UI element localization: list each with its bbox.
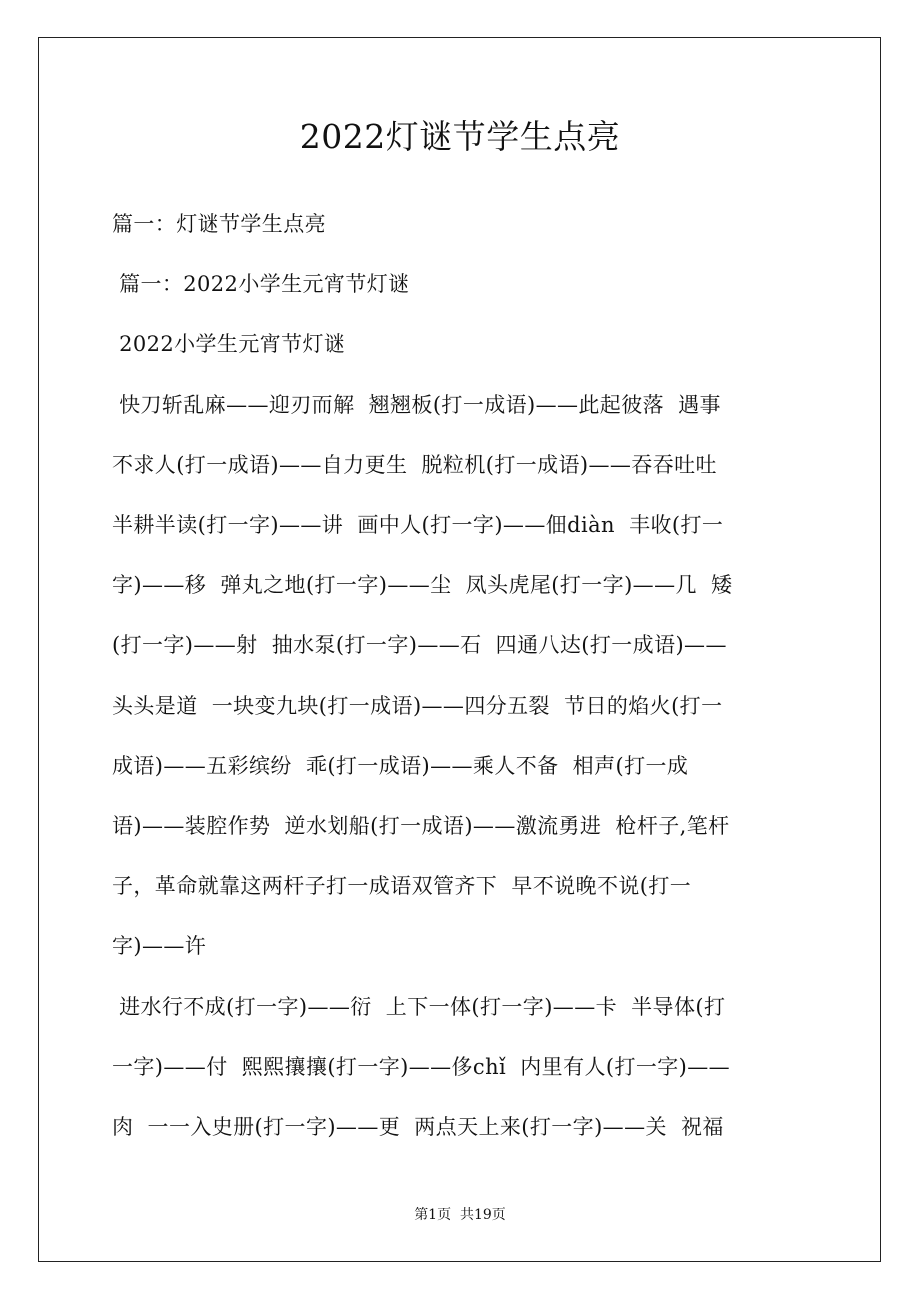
body-line: 2022小学生元宵节灯谜	[112, 332, 346, 357]
body-line: 成语)——五彩缤纷 乖(打一成语)——乘人不备 相声(打一成	[112, 753, 689, 778]
body-line: (打一字)——射 抽水泵(打一字)——石 四通八达(打一成语)——	[112, 633, 727, 658]
document-title: 2022灯谜节学生点亮	[299, 117, 621, 156]
body-line: 进水行不成(打一字)——衍 上下一体(打一字)——卡 半导体(打	[112, 994, 726, 1019]
page-footer: 第1页 共19页	[414, 1207, 506, 1223]
body-line: 快刀斩乱麻——迎刃而解 翘翘板(打一成语)——此起彼落 遇事	[112, 392, 721, 417]
body-line: 肉 一一入史册(打一字)——更 两点天上来(打一字)——关 祝福	[112, 1115, 724, 1140]
body-line: 头头是道 一块变九块(打一成语)——四分五裂 节日的焰火(打一	[112, 693, 723, 718]
body-line: 一字)——付 熙熙攘攘(打一字)——侈chǐ 内里有人(打一字)——	[112, 1054, 731, 1079]
body-line: 不求人(打一成语)——自力更生 脱粒机(打一成语)——吞吞吐吐	[112, 452, 717, 477]
body-line: 篇一：灯谜节学生点亮	[112, 212, 326, 236]
body-line: 字)——移 弹丸之地(打一字)——尘 凤头虎尾(打一字)——几 矮	[112, 573, 733, 598]
body-line: 语)——装腔作势 逆水划船(打一成语)——激流勇进 枪杆子,笔杆	[112, 814, 730, 839]
document-body	[112, 194, 812, 1157]
body-line: 子，革命就靠这两杆子打一成语双管齐下 早不说晚不说(打一	[112, 874, 692, 899]
body-line: 字)——许	[112, 934, 207, 959]
body-line: 半耕半读(打一字)——讲 画中人(打一字)——佃diàn 丰收(打一	[112, 513, 724, 538]
body-line: 篇一：2022小学生元宵节灯谜	[112, 272, 410, 297]
